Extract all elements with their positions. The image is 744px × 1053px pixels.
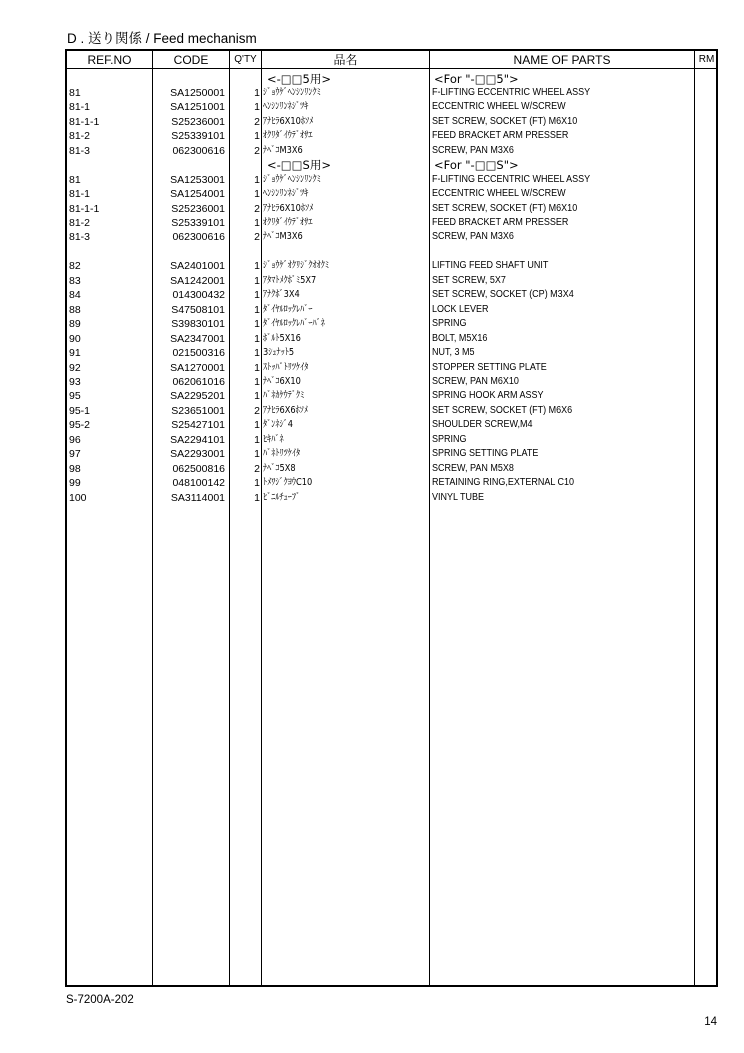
code-cell: SA2295201 xyxy=(170,390,225,403)
code-cell: SA1253001 xyxy=(170,173,225,186)
part-name-cell: STOPPER SETTING PLATE xyxy=(432,361,547,373)
part-name-cell: SCREW, PAN M3X6 xyxy=(432,231,514,243)
japanese-name-cell: ｵｸﾘﾀﾞｲｳﾃﾞｵｻｴ xyxy=(263,130,313,142)
qty-cell: 1 xyxy=(254,188,260,201)
part-name-cell: SPRING xyxy=(432,318,467,330)
table-row xyxy=(67,144,716,158)
japanese-name-cell: ﾋﾞﾆﾙﾁｭｰﾌﾞ xyxy=(263,491,301,503)
header-name-of-parts: NAME OF PARTS xyxy=(513,53,611,67)
header-divider xyxy=(67,68,716,69)
part-name-cell: SPRING xyxy=(432,433,467,445)
qty-cell: 1 xyxy=(254,433,260,446)
ref-no-cell: 89 xyxy=(69,318,81,331)
ref-no-cell: 81-1 xyxy=(69,188,91,201)
table-row xyxy=(67,447,716,461)
qty-cell: 1 xyxy=(254,86,260,99)
table-row xyxy=(67,476,716,490)
qty-cell: 2 xyxy=(254,202,260,215)
table-row xyxy=(67,404,716,418)
code-cell: S25339101 xyxy=(171,130,225,143)
ref-no-cell: 97 xyxy=(69,448,81,461)
table-row xyxy=(67,491,716,505)
code-cell: SA3114001 xyxy=(170,491,225,504)
code-cell: 021500316 xyxy=(172,347,225,360)
table-row xyxy=(67,216,716,230)
document-code: S-7200A-202 xyxy=(66,994,134,1006)
qty-cell: 1 xyxy=(254,361,260,374)
code-cell: SA2401001 xyxy=(170,260,225,273)
ref-no-cell: 98 xyxy=(69,462,81,475)
qty-cell: 1 xyxy=(254,491,260,504)
qty-cell: 2 xyxy=(254,462,260,475)
japanese-name-cell: ｱﾅｸﾎﾞ3X4 xyxy=(263,289,300,301)
qty-cell: 1 xyxy=(254,130,260,143)
code-cell: SA1270001 xyxy=(170,361,225,374)
japanese-name-cell: ｱﾅﾋﾗ6X10ﾎｿﾒ xyxy=(263,202,314,214)
japanese-name-cell: ｱﾅﾋﾗ6X6ﾎｿﾒ xyxy=(263,404,309,416)
japanese-name-cell: <-□□5用> xyxy=(267,71,331,86)
header-qty: Q'TY xyxy=(234,54,257,65)
qty-cell: 1 xyxy=(254,448,260,461)
japanese-name-cell: ｼﾞｮｳｹﾞﾍﾝｼﾝﾘﾝｸﾐ xyxy=(263,173,321,185)
ref-no-cell: 93 xyxy=(69,375,81,388)
part-name-cell: ECCENTRIC WHEEL W/SCREW xyxy=(432,188,566,200)
part-name-cell: SCREW, PAN M6X10 xyxy=(432,375,519,387)
part-name-cell: NUT, 3 M5 xyxy=(432,347,475,359)
qty-cell: 1 xyxy=(254,260,260,273)
part-name-cell: FEED BRACKET ARM PRESSER xyxy=(432,130,569,142)
qty-cell: 1 xyxy=(254,303,260,316)
japanese-name-cell: ｼﾞｮｳｹﾞﾍﾝｼﾝﾘﾝｸﾐ xyxy=(263,86,321,98)
code-cell: S25236001 xyxy=(171,202,225,215)
table-row xyxy=(67,418,716,432)
section-header-row xyxy=(67,158,716,172)
part-name-cell: SET SCREW, SOCKET (FT) M6X6 xyxy=(432,404,573,416)
code-cell: S23651001 xyxy=(171,404,225,417)
ref-no-cell: 81-2 xyxy=(69,217,91,229)
part-name-cell: F-LIFTING ECCENTRIC WHEEL ASSY xyxy=(432,173,591,185)
japanese-name-cell: <-□□S用> xyxy=(267,158,331,173)
table-row xyxy=(67,115,716,129)
code-cell: SA1250001 xyxy=(170,86,225,99)
part-name-cell: SET SCREW, SOCKET (FT) M6X10 xyxy=(432,202,578,214)
ref-no-cell: 81-1-1 xyxy=(69,202,100,215)
table-row xyxy=(67,375,716,389)
ref-no-cell: 92 xyxy=(69,361,81,374)
ref-no-cell: 81 xyxy=(69,86,81,99)
ref-no-cell: 84 xyxy=(69,289,81,302)
header-code: CODE xyxy=(173,53,209,67)
part-name-cell: SET SCREW, 5X7 xyxy=(432,274,506,286)
table-row xyxy=(67,129,716,143)
qty-cell: 1 xyxy=(254,173,260,186)
japanese-name-cell: ﾊﾞﾈﾄﾘﾂｹｲﾀ xyxy=(263,448,301,460)
ref-no-cell: 99 xyxy=(69,477,81,490)
qty-cell: 1 xyxy=(254,101,260,114)
code-cell: S25339101 xyxy=(171,217,225,229)
header-rm: RM xyxy=(698,54,715,65)
qty-cell: 1 xyxy=(254,217,260,229)
ref-no-cell: 81-1-1 xyxy=(69,115,100,128)
page-number: 14 xyxy=(704,1016,717,1028)
table-row xyxy=(67,100,716,114)
code-cell: 062300616 xyxy=(172,231,225,244)
qty-cell: 1 xyxy=(254,390,260,403)
japanese-name-cell: ﾍﾝｼﾝﾘﾝﾈｼﾞﾂｷ xyxy=(263,188,309,200)
ref-no-cell: 81 xyxy=(69,173,81,186)
code-cell: 048100142 xyxy=(172,477,225,490)
table-row xyxy=(67,259,716,273)
code-cell: S39830101 xyxy=(171,318,225,331)
ref-no-cell: 88 xyxy=(69,303,81,316)
part-name-cell: LOCK LEVER xyxy=(432,303,489,315)
ref-no-cell: 90 xyxy=(69,332,81,345)
japanese-name-cell: ﾅﾍﾞｺ5X8 xyxy=(263,462,296,474)
qty-cell: 2 xyxy=(254,115,260,128)
ref-no-cell: 91 xyxy=(69,347,81,360)
qty-cell: 1 xyxy=(254,347,260,360)
ref-no-cell: 81-2 xyxy=(69,130,91,143)
japanese-name-cell: ﾅﾍﾞｺM3X6 xyxy=(263,144,303,156)
ref-no-cell: 95-1 xyxy=(69,404,91,417)
table-row xyxy=(67,288,716,302)
japanese-name-cell: ﾀﾞｲﾔﾙﾛｯｸﾚﾊﾞｰﾊﾞﾈ xyxy=(263,318,325,330)
part-name-cell: SET SCREW, SOCKET (FT) M6X10 xyxy=(432,115,578,127)
table-row xyxy=(67,346,716,360)
code-cell: SA1254001 xyxy=(170,188,225,201)
table-row xyxy=(67,389,716,403)
japanese-name-cell: ﾍﾝｼﾝﾘﾝﾈｼﾞﾂｷ xyxy=(263,101,309,113)
qty-cell: 2 xyxy=(254,144,260,157)
ref-no-cell: 95 xyxy=(69,390,81,403)
part-name-cell: SPRING HOOK ARM ASSY xyxy=(432,390,544,402)
japanese-name-cell: ﾋｷﾊﾞﾈ xyxy=(263,433,284,445)
part-name-cell: SHOULDER SCREW,M4 xyxy=(432,419,533,431)
part-name-cell: ECCENTRIC WHEEL W/SCREW xyxy=(432,101,566,113)
part-name-cell: FEED BRACKET ARM PRESSER xyxy=(432,217,569,228)
part-name-cell: SCREW, PAN M5X8 xyxy=(432,462,514,474)
code-cell: SA2294101 xyxy=(170,433,225,446)
ref-no-cell: 81-3 xyxy=(69,144,91,157)
qty-cell: 1 xyxy=(254,274,260,287)
qty-cell: 1 xyxy=(254,419,260,432)
code-cell: 014300432 xyxy=(172,289,225,302)
part-name-cell: VINYL TUBE xyxy=(432,491,485,503)
section-header-row xyxy=(67,72,716,86)
table-row xyxy=(67,173,716,187)
code-cell: S25427101 xyxy=(171,419,225,432)
qty-cell: 1 xyxy=(254,332,260,345)
japanese-name-cell: ｵｸﾘﾀﾞｲｳﾃﾞｵｻｴ xyxy=(263,217,313,228)
table-row xyxy=(67,462,716,476)
code-cell: SA1251001 xyxy=(170,101,225,114)
table-row xyxy=(67,202,716,216)
ref-no-cell: 83 xyxy=(69,274,81,287)
page-title: D . 送り関係 / Feed mechanism xyxy=(67,31,257,46)
japanese-name-cell: ﾅﾍﾞｺ6X10 xyxy=(263,375,301,387)
table-row xyxy=(67,230,716,244)
code-cell: SA1242001 xyxy=(170,274,225,287)
table-row xyxy=(67,274,716,288)
ref-no-cell: 82 xyxy=(69,260,81,273)
part-name-cell: <For "-□□S"> xyxy=(434,158,519,173)
japanese-name-cell: ﾀﾞｲﾔﾙﾛｯｸﾚﾊﾞｰ xyxy=(263,303,313,315)
qty-cell: 1 xyxy=(254,318,260,331)
part-name-cell: F-LIFTING ECCENTRIC WHEEL ASSY xyxy=(432,86,591,98)
japanese-name-cell: ﾀﾞﾝﾈｼﾞ4 xyxy=(263,419,294,431)
header-japanese-name: 品名 xyxy=(333,53,358,67)
code-cell: SA2293001 xyxy=(170,448,225,461)
parts-table xyxy=(65,49,718,987)
table-row xyxy=(67,86,716,100)
japanese-name-cell: 3ｼｭﾅｯﾄ5 xyxy=(263,347,295,359)
japanese-name-cell: ﾎﾞﾙﾄ5X16 xyxy=(263,332,301,344)
table-row xyxy=(67,361,716,375)
header-ref-no: REF.NO xyxy=(87,53,132,67)
code-cell: S47508101 xyxy=(171,303,225,316)
japanese-name-cell: ﾅﾍﾞｺM3X6 xyxy=(263,231,303,243)
code-cell: 062300616 xyxy=(172,144,225,157)
part-name-cell: RETAINING RING,EXTERNAL C10 xyxy=(432,477,575,489)
qty-cell: 1 xyxy=(254,477,260,490)
table-row xyxy=(67,303,716,317)
qty-cell: 2 xyxy=(254,404,260,417)
table-row xyxy=(67,317,716,331)
part-name-cell: SCREW, PAN M3X6 xyxy=(432,144,514,156)
part-name-cell: <For "-□□5"> xyxy=(434,71,519,86)
table-row xyxy=(67,187,716,201)
table-row xyxy=(67,433,716,447)
code-cell: 062500816 xyxy=(172,462,225,475)
qty-cell: 1 xyxy=(254,375,260,388)
code-cell: S25236001 xyxy=(171,115,225,128)
ref-no-cell: 100 xyxy=(69,491,87,504)
japanese-name-cell: ｱﾅﾋﾗ6X10ﾎｿﾒ xyxy=(263,115,314,127)
ref-no-cell: 96 xyxy=(69,433,81,446)
qty-cell: 2 xyxy=(254,231,260,244)
part-name-cell: BOLT, M5X16 xyxy=(432,332,488,344)
japanese-name-cell: ｱﾀﾏﾄﾒｸﾎﾞﾐ5X7 xyxy=(263,274,317,286)
part-name-cell: SPRING SETTING PLATE xyxy=(432,448,539,460)
japanese-name-cell: ｼﾞｮｳｹﾞｵｸﾘｼﾞｸｵｵｸﾐ xyxy=(263,260,330,272)
part-name-cell: LIFTING FEED SHAFT UNIT xyxy=(432,260,549,272)
ref-no-cell: 95-2 xyxy=(69,419,91,432)
part-name-cell: SET SCREW, SOCKET (CP) M3X4 xyxy=(432,289,574,301)
ref-no-cell: 81-1 xyxy=(69,101,91,114)
qty-cell: 1 xyxy=(254,289,260,302)
japanese-name-cell: ｽﾄｯﾊﾟﾄﾘﾂｹｲﾀ xyxy=(263,361,309,373)
ref-no-cell: 81-3 xyxy=(69,231,91,244)
japanese-name-cell: ﾄﾒﾜｼﾞｸﾖｳC10 xyxy=(263,477,313,489)
code-cell: SA2347001 xyxy=(170,332,225,345)
japanese-name-cell: ﾊﾞﾈｶｹｳﾃﾞｸﾐ xyxy=(263,390,305,402)
code-cell: 062061016 xyxy=(172,375,225,388)
table-row xyxy=(67,332,716,346)
table-row xyxy=(67,245,716,259)
